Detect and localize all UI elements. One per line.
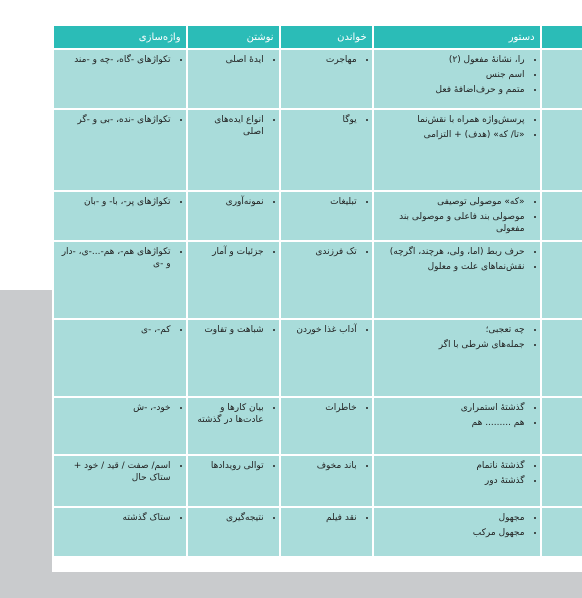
list-item: • تک فرزندی [286, 246, 357, 258]
table-row [54, 320, 582, 396]
list-item: • اسم جنس [379, 69, 525, 81]
curriculum-table-container [52, 24, 582, 572]
list-item: • شباهت و تفاوت [193, 324, 264, 336]
bullet-list [379, 460, 535, 487]
bullet-list [193, 54, 274, 66]
list-item: • گذشتهٔ دور [379, 475, 525, 487]
cell-word-formation [54, 398, 186, 454]
curriculum-table [52, 24, 582, 558]
cell-word-formation [54, 320, 186, 396]
list-item: • تکواژهای ‑گاه، ‑چه و ‑مند [59, 54, 171, 66]
bullet-list [379, 512, 535, 539]
cell-writing [188, 50, 279, 108]
bullet-list [193, 324, 274, 336]
bullet-list [286, 54, 367, 66]
cell-word-formation [54, 110, 186, 190]
cell-grammar [374, 242, 540, 318]
bullet-list [59, 324, 181, 336]
list-item: • «تا/ که» (هدف) + التزامی [379, 129, 525, 141]
cell-reading [281, 110, 372, 190]
header-grammar: دستور [374, 26, 540, 48]
bullet-list [379, 54, 535, 96]
list-item: • مجهول مرکب [379, 527, 525, 539]
list-item: • نقش‌نماهای علت و معلول [379, 261, 525, 273]
cell-grammar [374, 456, 540, 506]
cell-grammar [374, 508, 540, 556]
header-writing: نوشتن [188, 26, 279, 48]
cell-writing [188, 320, 279, 396]
list-item: • گذشتهٔ ناتمام [379, 460, 525, 472]
bullet-list [59, 460, 181, 484]
cell-reading [281, 508, 372, 556]
table-row [54, 50, 582, 108]
bullet-list [286, 196, 367, 208]
cell-extra [542, 110, 582, 190]
cell-word-formation [54, 456, 186, 506]
cell-writing [188, 398, 279, 454]
table-row [54, 110, 582, 190]
cell-writing [188, 242, 279, 318]
table-row [54, 508, 582, 556]
table-row [54, 192, 582, 240]
bullet-list [286, 246, 367, 258]
list-item: • مجهول [379, 512, 525, 524]
bullet-list [59, 114, 181, 126]
bullet-list [193, 460, 274, 472]
cell-grammar [374, 110, 540, 190]
table-row [54, 398, 582, 454]
list-item: • توالی رویدادها [193, 460, 264, 472]
list-item: • چه تعجبی؛ [379, 324, 525, 336]
bullet-list [379, 196, 535, 235]
list-item: • خود‑، ‑ش [59, 402, 171, 414]
cell-writing [188, 192, 279, 240]
list-item: • تکواژهای پر‑، با‑ و ‑بان [59, 196, 171, 208]
header-reading: خواندن [281, 26, 372, 48]
cell-extra [542, 242, 582, 318]
list-item: • نقد فیلم [286, 512, 357, 524]
list-item: • حرف ربط (اما، ولی، هرچند، اگرچه) [379, 246, 525, 258]
list-item: • «که» موصولی توصیفی [379, 196, 525, 208]
list-item: • نمونه‌آوری [193, 196, 264, 208]
header-extra-column [542, 26, 582, 48]
cell-writing [188, 456, 279, 506]
list-item: • مهاجرت [286, 54, 357, 66]
list-item: • تبلیغات [286, 196, 357, 208]
bullet-list [193, 114, 274, 138]
cell-word-formation [54, 192, 186, 240]
cell-word-formation [54, 242, 186, 318]
list-item: • کم‑، ‑ی [59, 324, 171, 336]
list-item: • را، نشانهٔ مفعول (۲) [379, 54, 525, 66]
list-item: • آداب غذا خوردن [286, 324, 357, 336]
bullet-list [286, 114, 367, 126]
list-item: • پرسش‌واژه همراه با نقش‌نما [379, 114, 525, 126]
cell-reading [281, 242, 372, 318]
bullet-list [193, 512, 274, 524]
bullet-list [59, 402, 181, 414]
list-item: • گذشتهٔ استمراری [379, 402, 525, 414]
cell-extra [542, 50, 582, 108]
table-row [54, 242, 582, 318]
bullet-list [59, 54, 181, 66]
list-item: • تکواژهای ‑نده، ‑بی و ‑گر [59, 114, 171, 126]
list-item: • نتیجه‌گیری [193, 512, 264, 524]
list-item: • جزئیات و آمار [193, 246, 264, 258]
list-item: • بیان کارها و عادت‌ها در گذشته [193, 402, 264, 426]
list-item: • متمم و حرف‌اضافهٔ فعل [379, 84, 525, 96]
bullet-list [379, 246, 535, 273]
cell-writing [188, 110, 279, 190]
cell-extra [542, 192, 582, 240]
list-item: • جمله‌های شرطی با اگر [379, 339, 525, 351]
list-item: • ایدهٔ اصلی [193, 54, 264, 66]
table-header-row [54, 26, 582, 48]
list-item: • ستاک گذشته [59, 512, 171, 524]
list-item: • انواع ایده‌های اصلی [193, 114, 264, 138]
bullet-list [286, 460, 367, 472]
list-item: • موصولی بند فاعلی و موصولی بند مفعولی [379, 211, 525, 235]
cell-reading [281, 50, 372, 108]
cell-extra [542, 508, 582, 556]
cell-reading [281, 398, 372, 454]
bullet-list [286, 512, 367, 524]
cell-extra [542, 398, 582, 454]
cell-extra [542, 320, 582, 396]
bullet-list [286, 324, 367, 336]
list-item: • یوگا [286, 114, 357, 126]
cell-reading [281, 192, 372, 240]
cell-word-formation [54, 50, 186, 108]
header-word-formation: واژه‌سازی [54, 26, 186, 48]
cell-writing [188, 508, 279, 556]
cell-grammar [374, 398, 540, 454]
cell-reading [281, 456, 372, 506]
list-item: • خاطرات [286, 402, 357, 414]
list-item: • هم ......... هم [379, 417, 525, 429]
cell-grammar [374, 320, 540, 396]
bullet-list [59, 246, 181, 270]
cell-grammar [374, 50, 540, 108]
cell-grammar [374, 192, 540, 240]
list-item: • باند مخوف [286, 460, 357, 472]
bullet-list [379, 114, 535, 141]
bullet-list [379, 402, 535, 429]
cell-word-formation [54, 508, 186, 556]
bullet-list [59, 196, 181, 208]
bullet-list [379, 324, 535, 351]
cell-reading [281, 320, 372, 396]
bullet-list [193, 196, 274, 208]
bullet-list [286, 402, 367, 414]
bullet-list [193, 402, 274, 426]
table-row [54, 456, 582, 506]
cell-extra [542, 456, 582, 506]
bullet-list [193, 246, 274, 258]
list-item: • اسم/ صفت / قید / خود + ستاک حال [59, 460, 171, 484]
list-item: • تکواژهای هم‑، هم‑...‑ی، ‑دار و ‑ی [59, 246, 171, 270]
bullet-list [59, 512, 181, 524]
